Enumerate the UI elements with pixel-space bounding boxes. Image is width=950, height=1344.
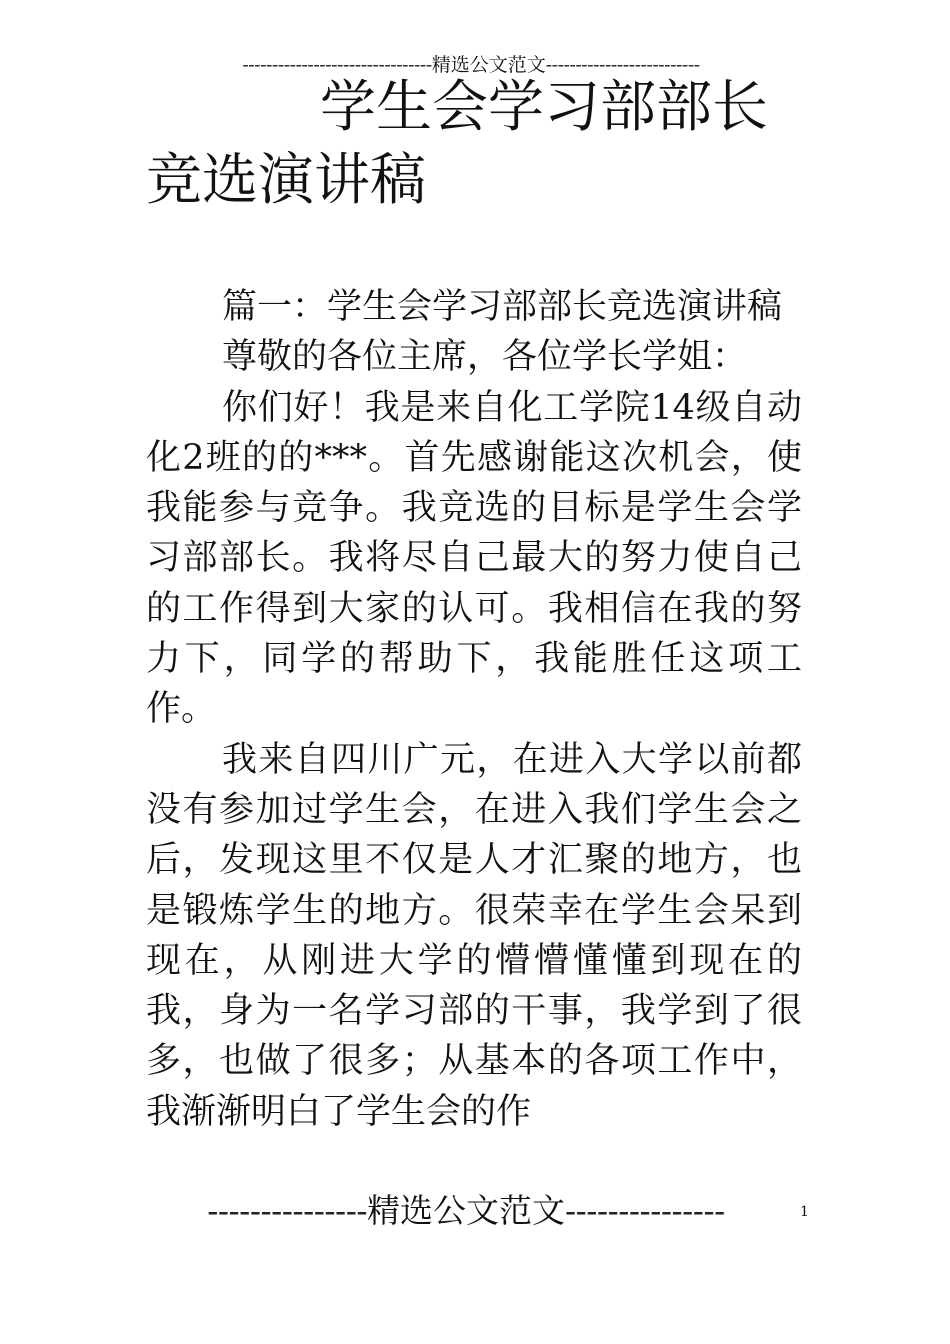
paragraph: 你们好！我是来自化工学院14级自动化2班的的***。首先感谢能这次机会，使我能参与竞争。我竞选的目标是学生会学习部部长。我将尽自己最大的努力使自己的工作得到大家的认可。我相信在我的努力下，同学的帮助下，我能胜任这项工作。 bbox=[146, 387, 802, 730]
salutation: 尊敬的各位主席，各位学长学姐： bbox=[222, 337, 748, 378]
section-heading: 篇一：学生会学习部部长竞选演讲稿 bbox=[222, 287, 783, 327]
footer-label: 精选公文范文 bbox=[367, 1191, 565, 1230]
footer-right-rule: --------------- bbox=[565, 1191, 725, 1230]
page-number: 1 bbox=[800, 1204, 809, 1220]
header-label: 精选公文范文 bbox=[431, 54, 546, 76]
page-footer bbox=[146, 1186, 786, 1236]
header-left-rule: -------------------------------- bbox=[242, 54, 432, 76]
document-title-line-2: 竞选演讲稿 bbox=[146, 148, 426, 213]
document-body bbox=[146, 282, 802, 1137]
document-title-line-1: 学生会学习部部长 bbox=[320, 75, 768, 140]
paragraph: 我来自四川广元，在进入大学以前都没有参加过学生会，在进入我们学生会之后，发现这里不仅是人才汇聚的地方，也是锻炼学生的地方。很荣幸在学生会呆到现在，从刚进大学的懵懵懂懂到现在的我，身为一名学习部的干事，我学到了很多，也做了很多；从基本的各项工作中，我渐渐明白了学生会的作 bbox=[146, 739, 802, 1132]
footer-left-rule: --------------- bbox=[207, 1191, 367, 1230]
header-right-rule: -------------------------- bbox=[545, 54, 700, 76]
